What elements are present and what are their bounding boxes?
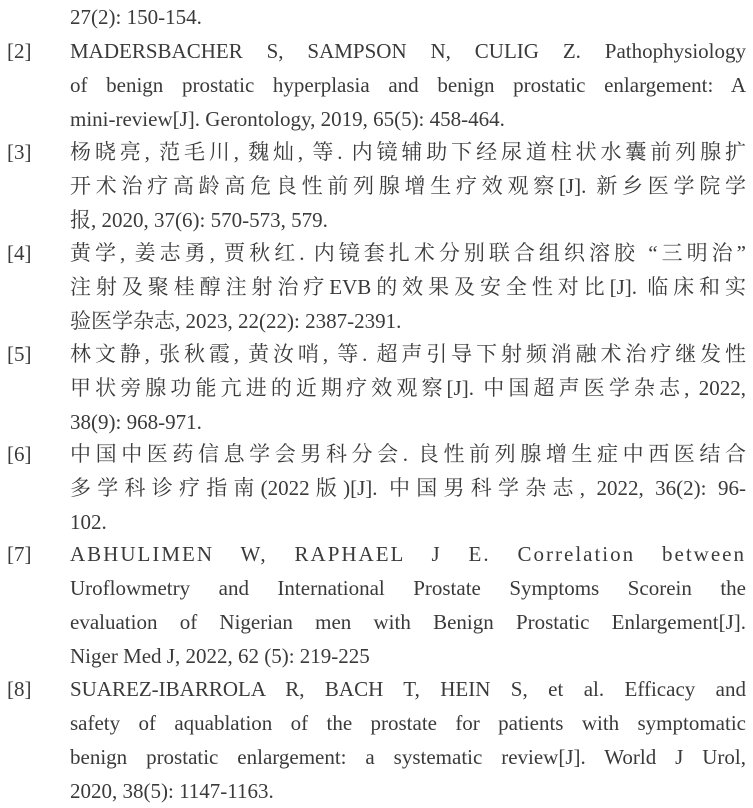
reference-line: 黄学, 姜志勇, 贾秋红. 内镜套扎术分别联合组织溶胶 “三明治” bbox=[70, 241, 746, 265]
reference-text bbox=[70, 437, 746, 539]
reference-text bbox=[70, 34, 746, 136]
reference-line: 林文静, 张秋霞, 黄汝哨, 等. 超声引导下射频消融术治疗继发性 bbox=[70, 342, 746, 366]
reference-number: [5] bbox=[7, 342, 32, 366]
reference-line: 注射及聚桂醇注射治疗EVB的效果及安全性对比[J]. 临床和实 bbox=[70, 275, 746, 299]
reference-line: evaluation of Nigerian men with Benign Prostatic Enlargement[J]. bbox=[70, 610, 746, 634]
reference-line: ABHULIMEN W, RAPHAEL J E. Correlation between bbox=[70, 542, 746, 566]
reference-line: benign prostatic enlargement: a systematic review[J]. World J Urol, bbox=[70, 745, 746, 769]
reference-line: 杨晓亮, 范毛川, 魏灿, 等. 内镜辅助下经尿道柱状水囊前列腺扩 bbox=[70, 140, 746, 164]
reference-text bbox=[70, 337, 746, 439]
reference-line: mini-review[J]. Gerontology, 2019, 65(5): 458-464. bbox=[70, 107, 505, 131]
reference-number: [4] bbox=[7, 241, 32, 265]
reference-line: 中国中医药信息学会男科分会. 良性前列腺增生症中西医结合 bbox=[70, 442, 746, 466]
reference-number: [8] bbox=[7, 677, 32, 701]
reference-line: Niger Med J, 2022, 62 (5): 219-225 bbox=[70, 644, 370, 668]
continued-reference-line: 27(2): 150-154. bbox=[70, 5, 202, 29]
reference-line: 报, 2020, 37(6): 570-573, 579. bbox=[70, 208, 328, 232]
reference-line: 多学科诊疗指南(2022版)[J]. 中国男科学杂志, 2022, 36(2): 96- bbox=[70, 476, 746, 500]
reference-text bbox=[70, 537, 746, 673]
reference-text bbox=[70, 236, 746, 338]
reference-line: 102. bbox=[70, 510, 107, 534]
reference-line: 甲状旁腺功能亢进的近期疗效观察[J]. 中国超声医学杂志, 2022, bbox=[70, 376, 746, 400]
reference-text bbox=[70, 672, 746, 808]
reference-number: [7] bbox=[7, 542, 32, 566]
reference-number: [2] bbox=[7, 39, 32, 63]
reference-line: SUAREZ-IBARROLA R, BACH T, HEIN S, et al. Efficacy and bbox=[70, 677, 746, 701]
reference-line: Uroflowmetry and International Prostate Symptoms Scorein the bbox=[70, 576, 746, 600]
reference-line: safety of aquablation of the prostate for patients with symptomatic bbox=[70, 711, 746, 735]
reference-number: [3] bbox=[7, 140, 32, 164]
reference-line: 开术治疗高龄高危良性前列腺增生疗效观察[J]. 新乡医学院学 bbox=[70, 174, 746, 198]
reference-line: 验医学杂志, 2023, 22(22): 2387-2391. bbox=[70, 309, 402, 333]
reference-line: of benign prostatic hyperplasia and benign prostatic enlargement: A bbox=[70, 73, 746, 97]
reference-line: 38(9): 968-971. bbox=[70, 410, 202, 434]
reference-text bbox=[70, 135, 746, 237]
reference-line: 2020, 38(5): 1147-1163. bbox=[70, 779, 274, 803]
reference-line: MADERSBACHER S, SAMPSON N, CULIG Z. Pathophysiology bbox=[70, 39, 746, 63]
reference-number: [6] bbox=[7, 442, 32, 466]
